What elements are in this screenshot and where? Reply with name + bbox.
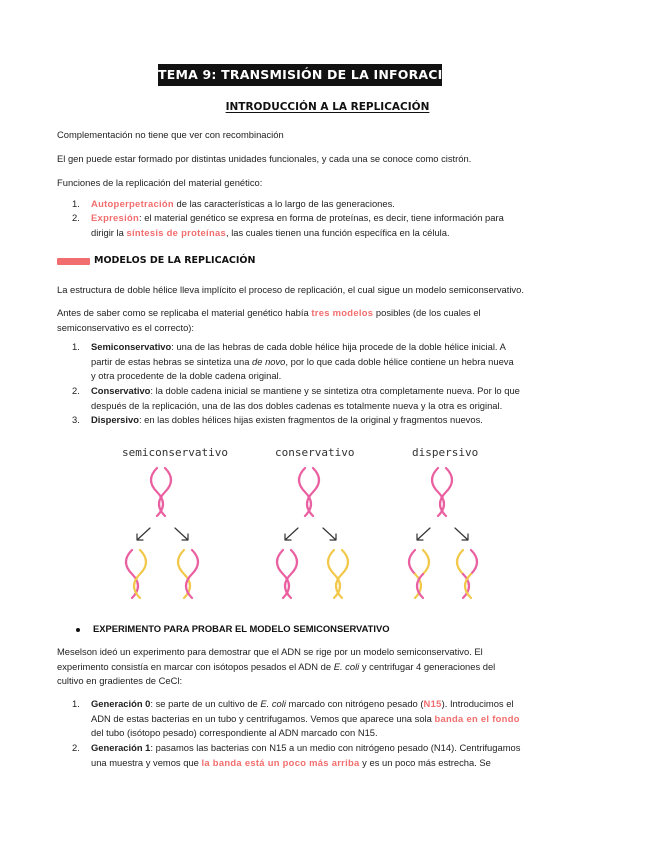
item-text: partir de estas hebras se sintetiza una — [91, 355, 253, 367]
daughter-helix-disp-left — [409, 550, 429, 598]
daughter-helix-cons-left — [277, 550, 297, 598]
term: Dispersivo — [91, 414, 139, 425]
item-text: ADN de estas bacterias en un tubo y centrifugamos. Vemos que aparece una sola — [91, 712, 435, 724]
bullet-icon — [76, 628, 80, 632]
label-dispersivo: dispersivo — [412, 446, 479, 459]
text: y centrifugar 4 generaciones del — [359, 660, 496, 672]
text: Antes de saber como se replicaba el material genético había — [57, 307, 312, 318]
daughter-helix-semi-right — [178, 550, 198, 598]
item-text: una muestra y vemos que — [91, 756, 202, 768]
experiment-heading: EXPERIMENTO PARA PROBAR EL MODELO SEMICONSERVATIVO — [93, 623, 390, 634]
highlight-text: tres modelos — [311, 307, 374, 318]
daughter-helix-disp-right — [457, 550, 477, 598]
italic-text: E. coli — [333, 660, 360, 672]
arrow-icon — [137, 528, 150, 540]
item-text: : el material genético se expresa en forma de proteínas, es decir, tiene información para — [139, 212, 504, 223]
term: Generación 1 — [91, 742, 151, 753]
arrow-icon — [175, 528, 188, 540]
label-conservativo: conservativo — [275, 446, 355, 459]
item-text: : pasamos las bacterias con N15 a un medio con nitrógeno pesado (N14). Centrifugamos — [150, 742, 521, 753]
text: experimento consistía en marcar con isótopos pesados el ADN de — [57, 660, 334, 672]
intro-paragraph-1: Complementación no tiene que ver con recombinación — [57, 129, 284, 140]
item-text: , las cuales tienen una función específica en la célula. — [226, 226, 450, 238]
arrow-icon — [455, 528, 468, 540]
item-text: marcado con nitrógeno pesado ( — [285, 698, 424, 709]
arrow-icon — [323, 528, 336, 540]
label-semiconservativo: semiconservativo — [122, 446, 228, 459]
text: posibles (de los cuales el — [373, 307, 481, 318]
item-text: : la doble cadena inicial se mantiene y se sintetiza otra completamente nueva. Por lo que — [150, 385, 520, 396]
models-paragraph-1: La estructura de doble hélice lleva implícito el proceso de replicación, el cual sigue un modelo semiconservativo. — [57, 284, 524, 295]
term: Generación 0 — [91, 698, 151, 709]
term: Conservativo — [91, 385, 151, 396]
list-number: 2. — [72, 385, 80, 396]
parent-helix-semiconservativo — [151, 468, 171, 516]
highlight-text: Autoperpetración — [91, 198, 174, 209]
subtitle-text: INTRODUCCIÓN A LA REPLICACIÓN — [225, 101, 430, 113]
page-title: TEMA 9: TRANSMISIÓN DE LA INFORACIÓN GENÉTICA — [158, 64, 442, 86]
highlight-text: síntesis de proteínas — [126, 226, 226, 238]
parent-helix-dispersivo — [432, 468, 452, 516]
highlight-text: Expresión — [91, 212, 140, 223]
list-number: 1. — [72, 198, 80, 209]
generation-item-2 — [72, 741, 604, 771]
daughter-helix-semi-left — [126, 550, 146, 598]
list-number: 2. — [72, 212, 80, 223]
item-text: después de la replicación, una de las dos dobles cadenas es totalmente nueva y la otra es original. — [91, 399, 503, 411]
item-text: y otra procedente de la doble cadena original. — [91, 370, 282, 381]
item-text: ). Introducimos el — [441, 698, 514, 709]
item-text: dirigir la — [91, 226, 127, 238]
item-text: : se parte de un cultivo de — [150, 698, 261, 709]
list-number: 3. — [72, 414, 80, 425]
text: Meselson ideó un experimento para demostrar que el ADN se rige por un modelo semiconservativo. El — [57, 646, 483, 657]
generation-item-1 — [72, 697, 604, 741]
item-text: de las características a lo largo de las generaciones. — [173, 198, 395, 209]
item-text: , por lo que cada doble hélice contiene un hebra nueva — [285, 355, 514, 367]
list-number: 1. — [72, 341, 80, 352]
highlight-text: N15 — [423, 698, 442, 709]
item-text: del tubo (isótopo pesado) correspondiente al ADN marcado con N15. — [91, 727, 378, 738]
text: cultivo en gradientes de CeCl: — [57, 675, 183, 686]
highlight-text: banda en el fondo — [434, 712, 520, 724]
section-heading: MODELOS DE LA REPLICACIÓN — [94, 255, 256, 266]
highlight-text: la banda está un poco más arriba — [201, 756, 360, 768]
item-text: : una de las hebras de cada doble hélice hija procede de la doble hélice inicial. A — [171, 341, 506, 352]
italic-text: de novo — [252, 355, 286, 367]
arrow-icon — [417, 528, 430, 540]
intro-paragraph-2: El gen puede estar formado por distintas unidades funcionales, y cada una se conoce como cistrón. — [57, 153, 472, 164]
list-number: 1. — [72, 698, 80, 709]
intro-paragraph-3: Funciones de la replicación del material genético: — [57, 177, 263, 188]
item-text: y es un poco más estrecha. Se — [359, 756, 491, 768]
italic-text: E. coli — [260, 698, 286, 709]
list-number: 2. — [72, 742, 80, 753]
arrow-icon — [285, 528, 298, 540]
daughter-helix-cons-right — [328, 550, 348, 598]
parent-helix-conservativo — [299, 468, 319, 516]
text: semiconservativo es el correcto): — [57, 321, 195, 333]
item-text: : en las dobles hélices hijas existen fragmentos de la original y fragmentos nuevos. — [138, 414, 483, 425]
term: Semiconservativo — [91, 341, 172, 352]
experiment-paragraph — [57, 645, 603, 689]
